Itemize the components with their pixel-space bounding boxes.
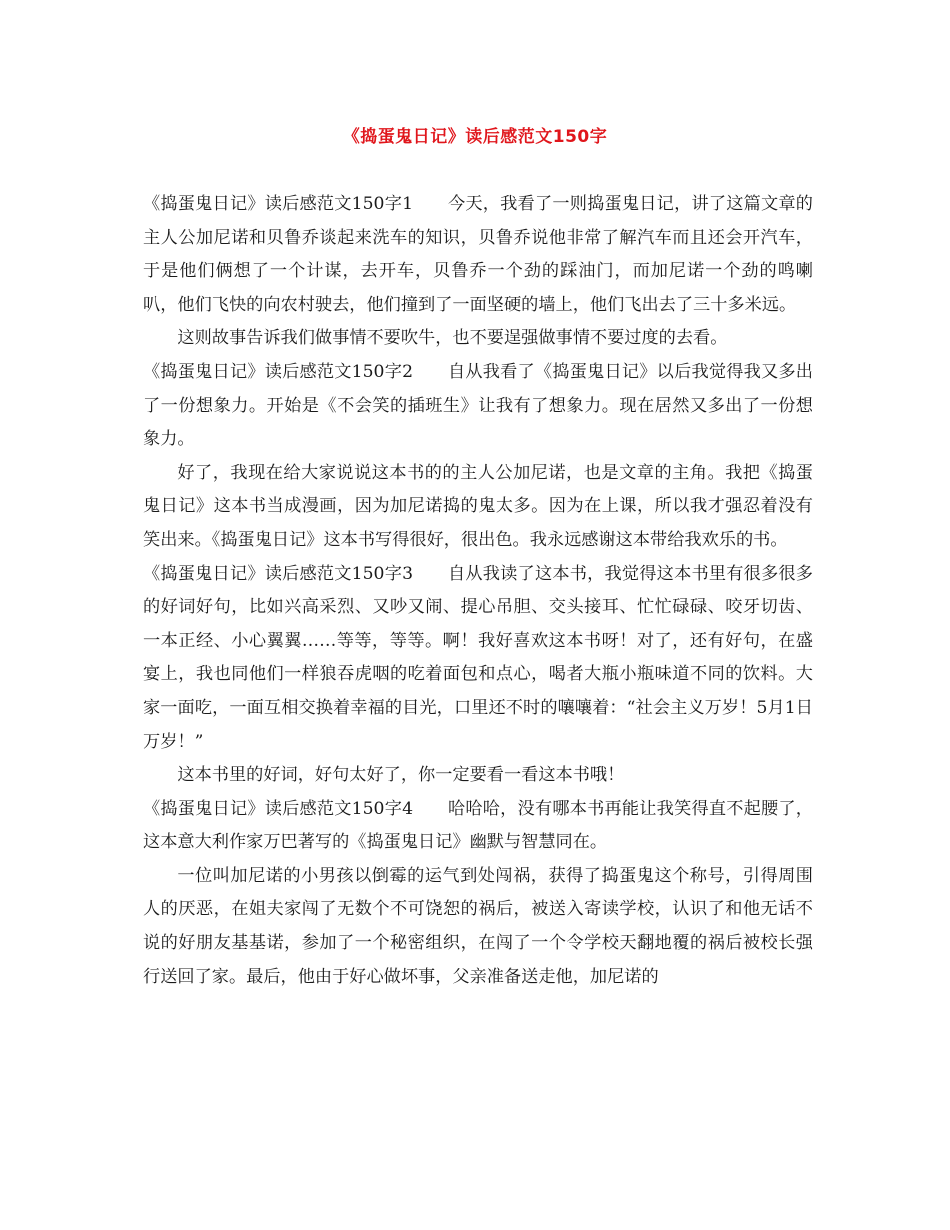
document-body [143,188,813,994]
paragraph: 一位叫加尼诺的小男孩以倒霉的运气到处闯祸，获得了捣蛋鬼这个称号，引得周围人的厌恶，在姐夫家闯了无数个不可饶恕的祸后，被送入寄读学校，认识了和他无话不说的好朋友基基诺，参加了一个秘密组织，在闯了一个令学校天翻地覆的祸后被校长强行送回了家。最后，他由于好心做坏事，父亲准备送走他，加尼诺的 [143,865,813,987]
paragraph: 《捣蛋鬼日记》读后感范文150字4 哈哈哈，没有哪本书再能让我笑得直不起腰了，这本意大利作家万巴著写的《捣蛋鬼日记》幽默与智慧同在。 [143,798,813,853]
paragraph: 《捣蛋鬼日记》读后感范文150字3 自从我读了这本书，我觉得这本书里有很多很多的好词好句，比如兴高采烈、又吵又闹、提心吊胆、交头接耳、忙忙碌碌、咬牙切齿、一本正经、小心翼翼……等等，等等。啊！我好喜欢这本书呀！对了，还有好句，在盛宴上，我也同他们一样狼吞虎咽的吃着面包和点心，喝者大瓶小瓶味道不同的饮料。大家一面吃，一面互相交换着幸福的目光，口里还不时的嚷嚷着：“社会主义万岁！5月1日万岁！” [143,563,813,752]
paragraph: 好了，我现在给大家说说这本书的的主人公加尼诺，也是文章的主角。我把《捣蛋鬼日记》这本书当成漫画，因为加尼诺捣的鬼太多。因为在上课，所以我才强忍着没有笑出来。《捣蛋鬼日记》这本书写得很好，很出色。我永远感谢这本带给我欢乐的书。 [143,462,813,550]
paragraph: 这则故事告诉我们做事情不要吹牛，也不要逞强做事情不要过度的去看。 [177,328,728,349]
paragraph: 《捣蛋鬼日记》读后感范文150字2 自从我看了《捣蛋鬼日记》以后我觉得我又多出了一份想象力。开始是《不会笑的插班生》让我有了想象力。现在居然又多出了一份想象力。 [143,361,813,450]
paragraph: 《捣蛋鬼日记》读后感范文150字1 今天，我看了一则捣蛋鬼日记，讲了这篇文章的主人公加尼诺和贝鲁乔谈起来洗车的知识，贝鲁乔说他非常了解汽车而且还会开汽车，于是他们俩想了一个计谋，去开车，贝鲁乔一个劲的踩油门，而加尼诺一个劲的鸣喇叭，他们飞快的向农村驶去，他们撞到了一面坚硬的墙上，他们飞出去了三十多米远。 [143,194,813,315]
document-title: 《捣蛋鬼日记》读后感范文150字 [342,127,608,147]
paragraph: 这本书里的好词，好句太好了，你一定要看一看这本书哦！ [177,765,625,786]
